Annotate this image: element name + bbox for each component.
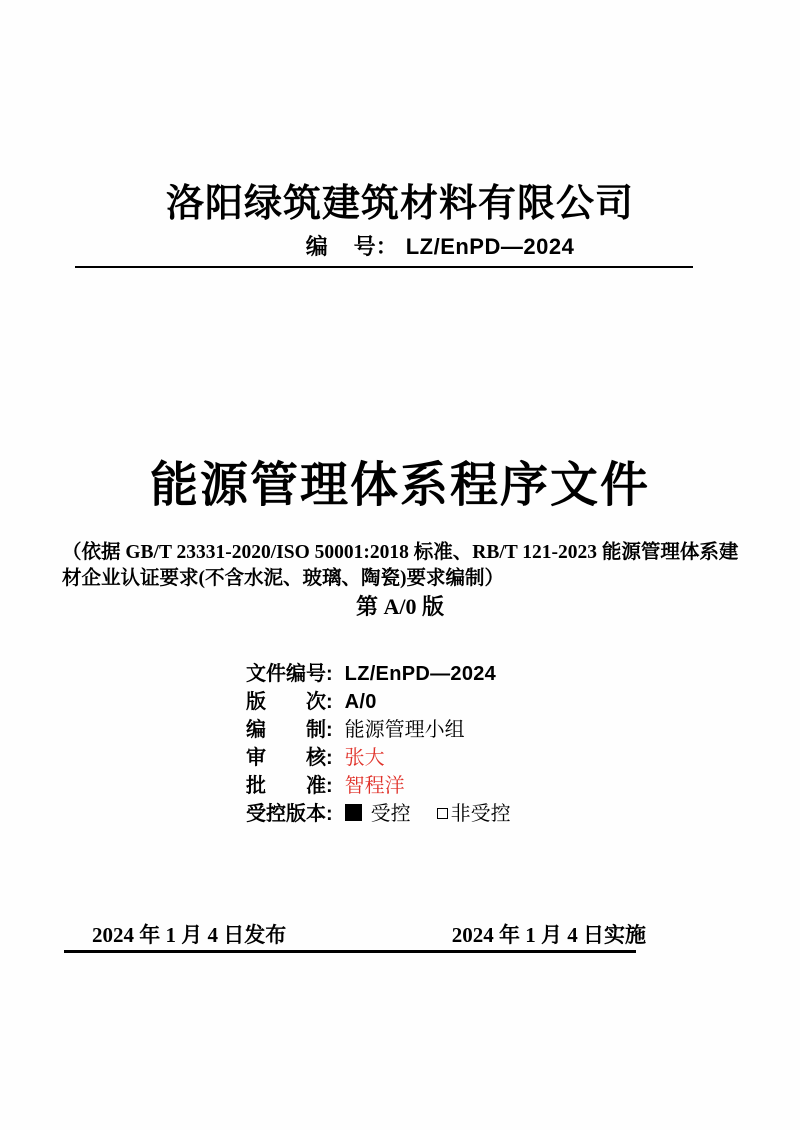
company-name: 洛阳绿筑建筑材料有限公司 <box>165 183 634 225</box>
info-colon: : <box>326 691 333 713</box>
info-colon: : <box>326 803 333 825</box>
doc-number-label: 编号 <box>305 234 376 259</box>
document-info-block <box>246 660 511 828</box>
checked-checkbox-icon <box>345 804 362 821</box>
footer-divider-line <box>64 950 636 953</box>
header-divider-line <box>75 266 693 268</box>
edition-label: 第 A/0 版 <box>355 594 444 619</box>
info-label: 批准 <box>246 775 326 797</box>
doc-number-row <box>0 230 800 261</box>
info-row-approved-by <box>246 772 511 800</box>
controlled-option-label: 受控 <box>370 803 411 825</box>
release-date: 2024 年 1 月 4 日发布 <box>92 923 287 947</box>
info-row-prepared-by <box>246 716 511 744</box>
implementation-date: 2024 年 1 月 4 日实施 <box>451 923 646 947</box>
info-colon: : <box>326 719 333 741</box>
basis-note-line-1: （依据 GB/T 23331-2020/ISO 50001:2018 标准、RB/T 121-2023 能源管理体系建 <box>62 542 739 563</box>
info-row-reviewed-by <box>246 744 511 772</box>
info-value-version: A/0 <box>344 691 377 713</box>
info-value-doc-number: LZ/EnPD—2024 <box>344 663 497 685</box>
info-row-version <box>246 688 511 716</box>
info-label: 受控版本 <box>246 803 326 825</box>
info-colon: : <box>326 663 333 685</box>
uncontrolled-option-label: 非受控 <box>450 803 511 825</box>
info-label: 编制 <box>246 719 326 741</box>
info-colon: : <box>326 747 333 769</box>
basis-note-line-2: 材企业认证要求(不含水泥、玻璃、陶瓷)要求编制） <box>62 568 504 589</box>
dates-row <box>92 919 646 949</box>
info-colon: : <box>326 775 333 797</box>
info-value-approved-by: 智程洋 <box>344 775 405 797</box>
doc-number-value: LZ/EnPD—2024 <box>405 234 575 259</box>
unchecked-checkbox-icon <box>437 808 448 819</box>
info-row-doc-number <box>246 660 511 688</box>
doc-number-colon: ： <box>375 234 398 259</box>
basis-note <box>62 540 752 592</box>
info-value-reviewed-by: 张大 <box>344 747 385 769</box>
info-value-prepared-by: 能源管理小组 <box>344 719 465 741</box>
document-title: 能源管理体系程序文件 <box>149 459 650 512</box>
info-label: 审核 <box>246 747 326 769</box>
info-row-controlled-version <box>246 800 511 828</box>
info-label: 文件编号 <box>246 663 326 685</box>
info-label: 版次 <box>246 691 326 713</box>
